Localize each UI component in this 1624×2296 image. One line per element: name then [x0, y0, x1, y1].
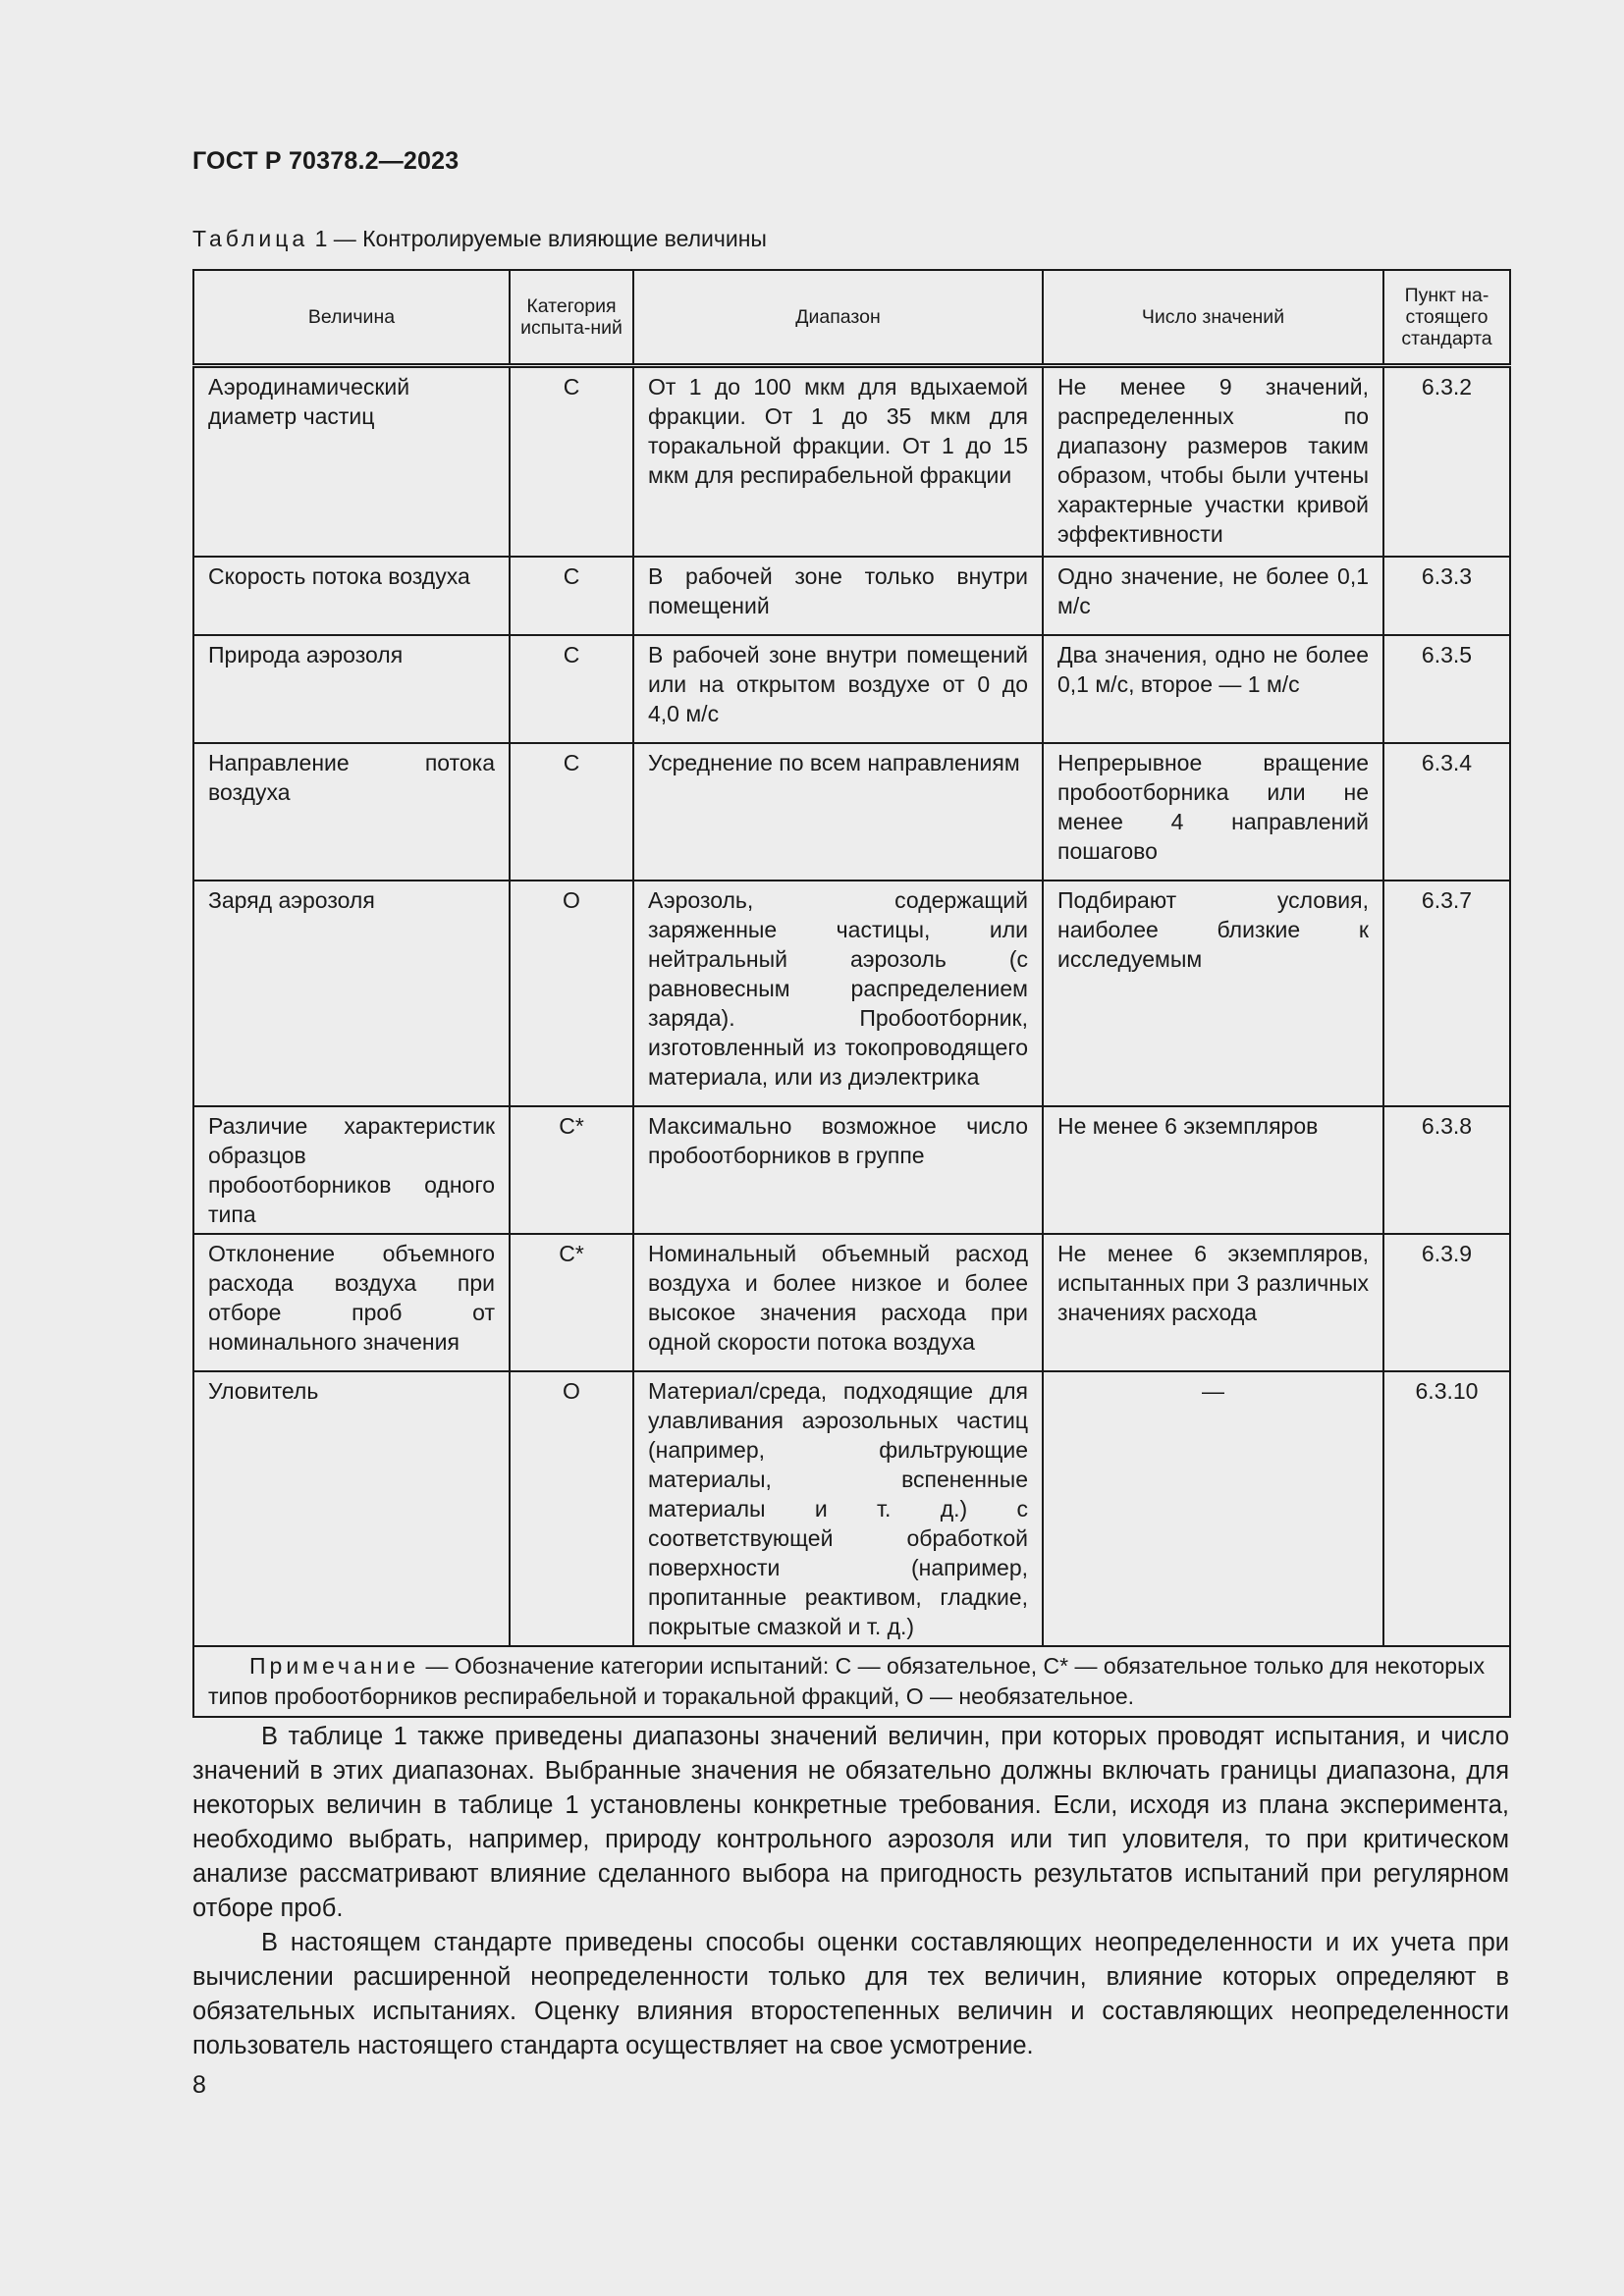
count-cell: Одно значение, не более 0,1 м/с — [1043, 557, 1383, 635]
count-cell: Не менее 6 экземпляров, испытанных при 3 различных значениях расхода — [1043, 1234, 1383, 1371]
column-header: Пункт на-стоящего стандарта — [1383, 270, 1510, 366]
count-cell: Не менее 6 экземпляров — [1043, 1106, 1383, 1234]
count-cell: Подбирают условия, наиболее близкие к исследуемым — [1043, 881, 1383, 1106]
body-paragraph: В настоящем стандарте приведены способы оценки составляющих неопределенности и их учета при вычислении расширенной неопределенности только для тех величин, влияние которых определяют в обязательных испытаниях. Оценку влияния второстепенных величин и составляющих неопределенности пользователь настоящего стандарта осуществляет на свое усмотрение. — [192, 1929, 1509, 2059]
body-text — [192, 1720, 1509, 2063]
count-cell: — — [1043, 1371, 1383, 1646]
quantity-cell: Заряд аэрозоля — [193, 881, 510, 1106]
quantity-cell: Природа аэрозоля — [193, 635, 510, 743]
table-header-row — [193, 270, 1510, 366]
category-cell: С — [510, 743, 633, 881]
note-text: — Обозначение категории испытаний: С — обязательное, С* — обязательное только для некоторых типов пробоотборников респирабельной и торакальной фракций, О — необязательное. — [208, 1652, 1486, 1709]
table-row — [193, 1371, 1510, 1646]
table-row — [193, 557, 1510, 635]
quantity-cell: Скорость потока воздуха — [193, 557, 510, 635]
count-cell: Непрерывное вращение пробоотборника или не менее 4 направлений пошагово — [1043, 743, 1383, 881]
column-header: Диапазон — [633, 270, 1043, 366]
range-cell: Усреднение по всем направлениям — [633, 743, 1043, 881]
count-cell: Не менее 9 значений, распределенных по диапазону размеров таким образом, чтобы были учтены характерные участки кривой эффективности — [1043, 366, 1383, 557]
table-caption — [192, 226, 767, 252]
column-header: Число значений — [1043, 270, 1383, 366]
range-cell: Максимально возможное число пробоотборников в группе — [633, 1106, 1043, 1234]
table-row — [193, 1234, 1510, 1371]
category-cell: О — [510, 1371, 633, 1646]
document-header: ГОСТ Р 70378.2—2023 — [192, 147, 460, 175]
category-cell: С — [510, 635, 633, 743]
table-row — [193, 1106, 1510, 1234]
category-cell: С* — [510, 1234, 633, 1371]
range-cell: В рабочей зоне только внутри помещений — [633, 557, 1043, 635]
note-label: Примечание — [249, 1652, 420, 1679]
column-header: Категория испыта-ний — [510, 270, 633, 366]
category-cell: О — [510, 881, 633, 1106]
count-cell: Два значения, одно не более 0,1 м/с, второе — 1 м/с — [1043, 635, 1383, 743]
table-caption-title: 1 — Контролируемые влияющие величины — [308, 226, 767, 251]
table-row — [193, 881, 1510, 1106]
quantity-cell: Направление потока воздуха — [193, 743, 510, 881]
influence-quantities-table — [192, 269, 1511, 1718]
clause-cell: 6.3.5 — [1383, 635, 1510, 743]
category-cell: С* — [510, 1106, 633, 1234]
range-cell: От 1 до 100 мкм для вдыхаемой фракции. От 1 до 35 мкм для торакальной фракции. От 1 до 15 мкм для респирабельной фракции — [633, 366, 1043, 557]
column-header: Величина — [193, 270, 510, 366]
range-cell: Материал/среда, подходящие для улавливания аэрозольных частиц (например, фильтрующие материалы, вспененные материалы и т. д.) с соответствующей обработкой поверхности (например, пропитанные реактивом, гладкие, покрытые смазкой и т. д.) — [633, 1371, 1043, 1646]
category-cell: С — [510, 557, 633, 635]
clause-cell: 6.3.9 — [1383, 1234, 1510, 1371]
quantity-cell: Уловитель — [193, 1371, 510, 1646]
table-row — [193, 635, 1510, 743]
clause-cell: 6.3.2 — [1383, 366, 1510, 557]
clause-cell: 6.3.8 — [1383, 1106, 1510, 1234]
table-row — [193, 366, 1510, 557]
table-caption-label: Таблица — [192, 226, 309, 251]
page-number: 8 — [192, 2071, 206, 2099]
clause-cell: 6.3.3 — [1383, 557, 1510, 635]
category-cell: С — [510, 366, 633, 557]
quantity-cell: Отклонение объемного расхода воздуха при отборе проб от номинального значения — [193, 1234, 510, 1371]
table-note-row — [193, 1646, 1510, 1717]
quantity-cell: Аэродинамический диаметр частиц — [193, 366, 510, 557]
table-row — [193, 743, 1510, 881]
range-cell: В рабочей зоне внутри помещений или на открытом воздухе от 0 до 4,0 м/с — [633, 635, 1043, 743]
clause-cell: 6.3.4 — [1383, 743, 1510, 881]
range-cell: Номинальный объемный расход воздуха и более низкое и более высокое значения расхода при одной скорости потока воздуха — [633, 1234, 1043, 1371]
clause-cell: 6.3.10 — [1383, 1371, 1510, 1646]
clause-cell: 6.3.7 — [1383, 881, 1510, 1106]
body-paragraph: В таблице 1 также приведены диапазоны значений величин, при которых проводят испытания, и число значений в этих диапазонах. Выбранные значения не обязательно должны включать границы диапазона, для некоторых величин в таблице 1 установлены конкретные требования. Если, исходя из плана эксперимента, необходимо выбрать, например, природу контрольного аэрозоля или тип уловителя, то при критическом анализе рассматривают влияние сделанного выбора на пригодность результатов испытаний при регулярном отборе проб. — [192, 1723, 1509, 1922]
table-note — [193, 1646, 1510, 1717]
quantity-cell: Различие характеристик образцов пробоотборников одного типа — [193, 1106, 510, 1234]
range-cell: Аэрозоль, содержащий заряженные частицы, или нейтральный аэрозоль (с равновесным распределением заряда). Пробоотборник, изготовленный из токопроводящего материала, или из диэлектрика — [633, 881, 1043, 1106]
